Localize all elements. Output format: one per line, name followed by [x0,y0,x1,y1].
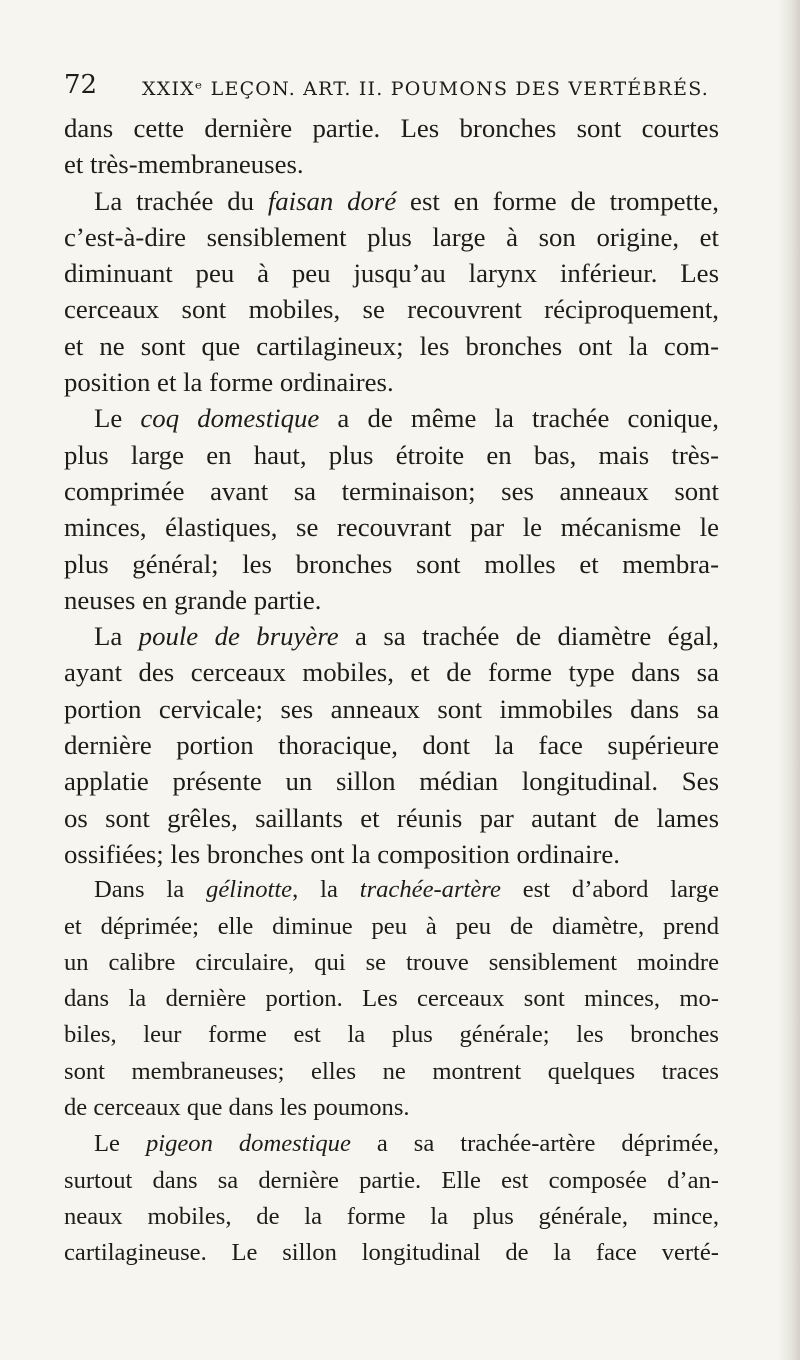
text-run: neuses en grande partie. [64,584,322,615]
text-run: comprimée avant sa terminaison; ses anneaux sont [64,475,719,506]
text-line [64,1017,719,1053]
italic-term: gélinotte [206,876,293,904]
text-run: plus large en haut, plus étroite en bas, mais très- [64,439,719,470]
text-line [64,473,719,509]
text-line [64,509,719,545]
page-header [64,72,724,112]
text-line [64,255,719,291]
text-run: a sa trachée de diamètre égal, [338,621,719,652]
text-run: , la [292,876,360,904]
italic-term: trachée-artère [359,876,501,904]
text-line [64,219,719,255]
text-run: ayant des cerceaux mobiles, et de forme type dans sa [64,657,719,688]
text-line [64,909,719,945]
text-run: surtout dans sa dernière partie. Elle est composée d’an- [64,1166,719,1194]
text-run: os sont grêles, saillants et réunis par autant de lames [64,802,719,833]
text-run: minces, élastiques, se recouvrant par le mécanisme le [64,512,719,543]
text-run: biles, leur forme est la plus générale; les bronches [64,1021,719,1049]
text-run: Dans la [94,876,207,904]
text-run: de cerceaux que dans les poumons. [64,1094,410,1122]
text-run: position et la forme ordinaires. [64,367,394,398]
italic-term: poule de bruyère [138,621,339,652]
text-run: La [94,621,139,652]
text-run: ossifiées; les bronches ont la composition ordinaire. [64,838,620,869]
text-line [64,691,719,727]
text-line [64,981,719,1017]
text-line [64,727,719,763]
text-run: et très-membraneuses. [64,149,304,180]
text-run: cerceaux sont mobiles, se recouvrent réciproquement, [64,294,719,325]
text-line [64,1054,719,1090]
body-text [64,110,719,1272]
text-run: dans la dernière portion. Les cerceaux sont minces, mo- [64,985,719,1013]
text-run: a de même la trachée conique, [319,403,719,434]
text-line [64,328,719,364]
text-run: neaux mobiles, de la forme la plus générale, mince, [64,1202,719,1230]
text-run: a sa trachée-artère déprimée, [350,1130,720,1158]
text-line [64,763,719,799]
text-run: diminuant peu à peu jusqu’au larynx inférieur. Les [64,258,719,289]
italic-term: coq domestique [140,403,320,434]
text-run: est en forme de trompette, [396,185,719,216]
text-line [64,183,719,219]
text-run: Le [94,1130,146,1158]
text-line [64,437,719,473]
italic-term: pigeon domestique [145,1130,351,1158]
page-number: 72 [64,70,98,100]
text-run: dernière portion thoracique, dont la face supérieure [64,730,719,761]
text-run: et ne sont que cartilagineux; les bronches ont la com- [64,330,719,361]
text-line [64,400,719,436]
text-run: La trachée du [94,185,268,216]
text-line [64,1199,719,1235]
text-run: cartilagineuse. Le sillon longitudinal de la face verté- [64,1239,719,1267]
text-line [64,1163,719,1199]
text-line [64,1126,719,1162]
text-line [64,1235,719,1271]
text-line [64,945,719,981]
text-line [64,291,719,327]
text-run: est d’abord large [500,876,719,904]
text-line [64,800,719,836]
running-title: XXIXᵉ LEÇON. ART. II. POUMONS DES VERTÉBRÉS. [142,78,709,100]
text-line [64,872,719,908]
text-run: portion cervicale; ses anneaux sont immobiles dans sa [64,693,719,724]
text-line [64,146,719,182]
text-run: dans cette dernière partie. Les bronches sont courtes [64,113,719,143]
text-line [64,1090,719,1126]
text-line [64,110,719,146]
text-run: c’est-à-dire sensiblement plus large à son origine, et [64,221,719,252]
text-run: et déprimée; elle diminue peu à peu de diamètre, prend [64,912,719,940]
text-line [64,546,719,582]
text-line [64,582,719,618]
text-run: sont membraneuses; elles ne montrent quelques traces [64,1057,719,1085]
text-run: plus général; les bronches sont molles et membra- [64,548,719,579]
italic-term: faisan doré [267,185,397,216]
page-edge-shadow [778,0,800,1360]
text-line [64,654,719,690]
text-line [64,364,719,400]
text-run: un calibre circulaire, qui se trouve sensiblement moindre [64,948,719,976]
text-line [64,836,719,872]
text-run: Le [94,403,141,434]
text-run: applatie présente un sillon médian longitudinal. Ses [64,766,719,797]
text-line [64,618,719,654]
